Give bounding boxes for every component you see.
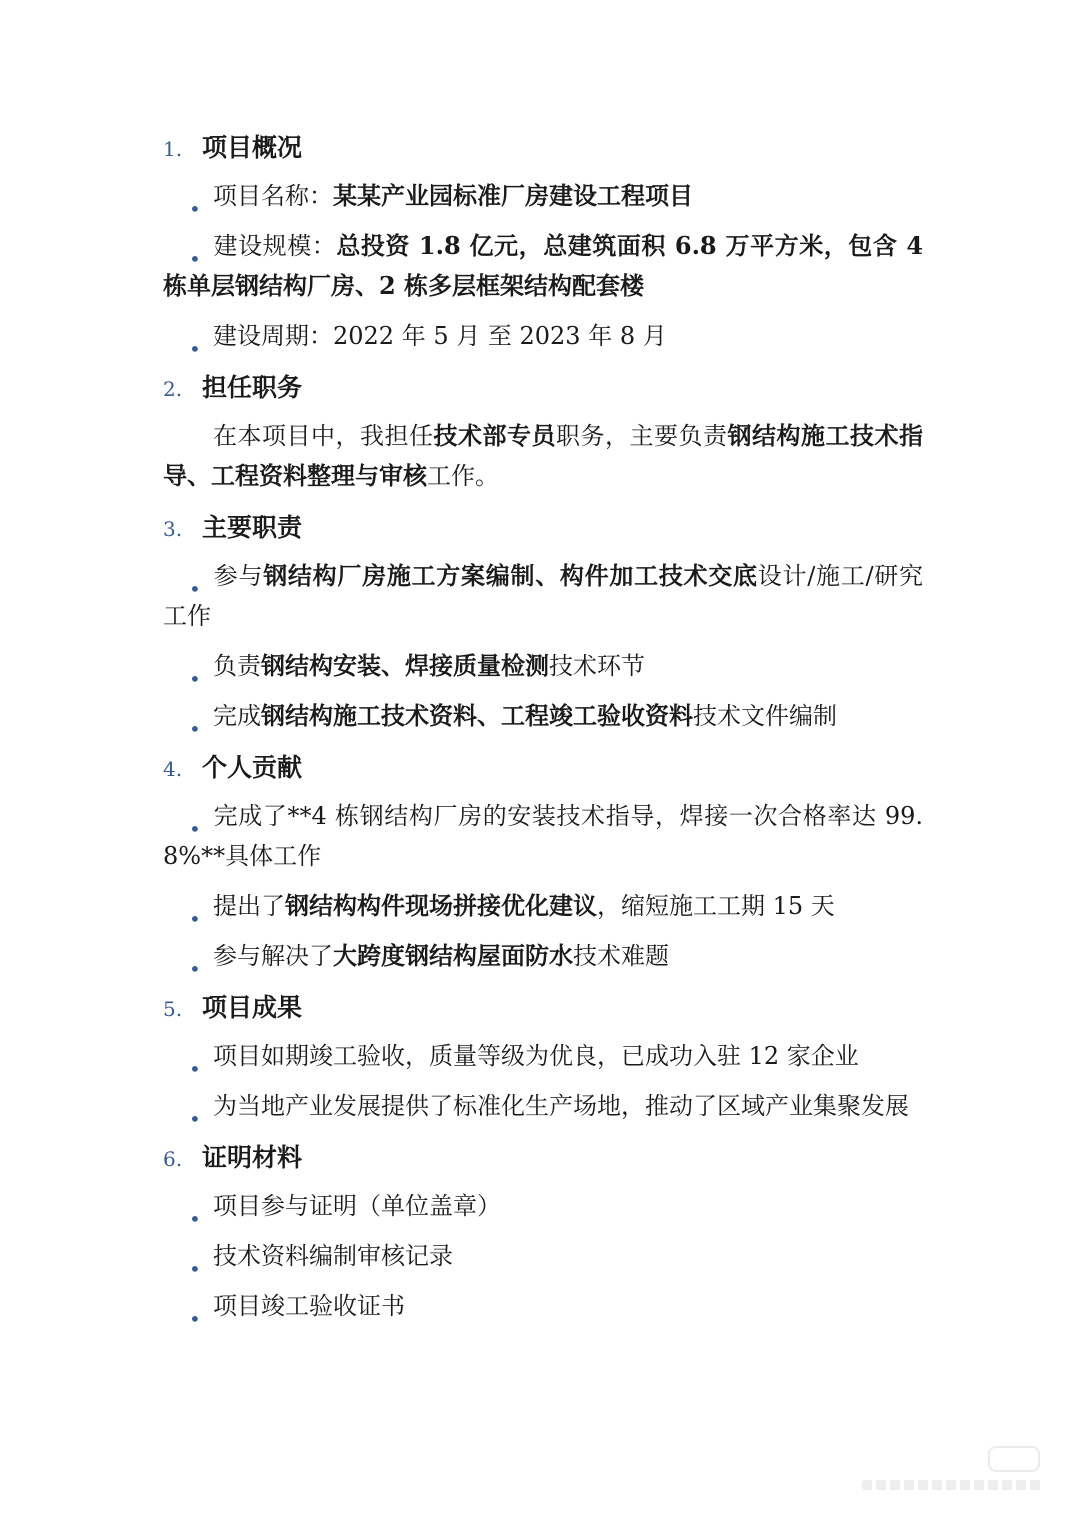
bullet-item xyxy=(163,1236,923,1281)
body-text: 项目如期竣工验收，质量等级为优良，已成功入驻 12 家企业 xyxy=(213,1042,859,1070)
body-text: 技术文件编制 xyxy=(693,702,837,730)
section-heading xyxy=(163,1136,923,1180)
section-title: 项目概况 xyxy=(202,133,303,162)
body-text: 项目竣工验收证书 xyxy=(213,1292,405,1320)
bullet-item xyxy=(163,796,923,876)
bullet-dot: • xyxy=(189,1207,201,1231)
bullet-item xyxy=(163,1086,923,1131)
bullet-dot: • xyxy=(189,817,201,841)
section-2 xyxy=(163,366,923,496)
emphasis-text: 技术部专员 xyxy=(433,421,556,450)
emphasis-text: 钢结构安装、焊接质量检测 xyxy=(261,651,549,680)
emphasis-text: 钢结构厂房施工方案编制、构件加工技术交底 xyxy=(263,561,758,590)
body-text: 技术环节 xyxy=(549,652,645,680)
bullet-dot: • xyxy=(189,957,201,981)
section-1 xyxy=(163,126,924,361)
bullet-item xyxy=(163,316,923,361)
section-number: 4. xyxy=(163,757,183,781)
section-title: 担任职务 xyxy=(202,373,303,402)
bullet-dot: • xyxy=(189,1257,201,1281)
platform-watermark xyxy=(862,1446,1062,1506)
emphasis-text: 钢结构施工技术资料、工程竣工验收资料 xyxy=(261,701,693,730)
section-heading xyxy=(163,986,923,1030)
bullet-dot: • xyxy=(189,247,201,271)
bullet-dot: • xyxy=(189,337,201,361)
body-text: 建设规模： xyxy=(213,232,337,260)
section-title: 证明材料 xyxy=(202,1143,303,1172)
bullet-item xyxy=(163,886,923,931)
section-title: 项目成果 xyxy=(202,993,303,1022)
emphasis-text: 钢结构构件现场拼接优化建议 xyxy=(285,891,597,920)
bullet-item xyxy=(163,226,923,306)
section-number: 6. xyxy=(163,1147,183,1171)
bullet-item xyxy=(163,1286,923,1331)
bullet-dot: • xyxy=(189,1107,201,1131)
section-number: 1. xyxy=(163,137,183,161)
body-text: 完成了**4 栋钢结构厂房的安装技术指导，焊接一次合格率达 99.8%**具体工作 xyxy=(163,802,923,870)
bullet-dot: • xyxy=(189,1057,201,1081)
bullet-dot: • xyxy=(189,667,201,691)
section-number: 3. xyxy=(163,517,183,541)
emphasis-text: 总投资 1.8 亿元，总建筑面积 6.8 万平方米，包含 4 栋单层钢结构厂房、2 栋多层框架结构配套楼 xyxy=(163,231,924,300)
body-text: 工作。 xyxy=(427,462,499,490)
document-body xyxy=(163,126,923,1336)
body-text: 完成 xyxy=(213,702,261,730)
section-5 xyxy=(163,986,923,1131)
body-text: 项目参与证明（单位盖章） xyxy=(213,1192,501,1220)
body-text: 为当地产业发展提供了标准化生产场地，推动了区域产业集聚发展 xyxy=(213,1092,909,1120)
body-text: 技术资料编制审核记录 xyxy=(213,1242,453,1270)
body-text: 技术难题 xyxy=(573,942,669,970)
bullet-dot: • xyxy=(189,907,201,931)
body-text: 项目名称： xyxy=(213,182,333,210)
watermark-id-text xyxy=(862,1480,1042,1490)
bullet-item xyxy=(163,176,923,221)
body-text: 设计/施工/研究工作 xyxy=(163,562,924,630)
section-heading xyxy=(163,746,923,790)
emphasis-text: 大跨度钢结构屋面防水 xyxy=(333,941,573,970)
bullet-item xyxy=(163,936,923,981)
body-text: 参与 xyxy=(213,562,264,590)
bullet-item xyxy=(163,1036,923,1081)
body-text: 参与解决了 xyxy=(213,942,333,970)
body-text: 负责 xyxy=(213,652,261,680)
section-number: 5. xyxy=(163,997,183,1021)
body-text: 职务，主要负责 xyxy=(556,422,728,450)
section-number: 2. xyxy=(163,377,183,401)
section-heading xyxy=(163,506,923,550)
emphasis-text: 钢结构施工技术指导、工程资料整理与审核 xyxy=(163,421,923,490)
section-heading xyxy=(163,366,923,410)
bullet-item xyxy=(163,556,923,636)
section-4 xyxy=(163,746,923,981)
body-text: 在本项目中，我担任 xyxy=(213,422,434,450)
section-3 xyxy=(163,506,924,741)
bullet-dot: • xyxy=(189,1307,201,1331)
emphasis-text: 某某产业园标准厂房建设工程项目 xyxy=(333,181,693,210)
watermark-logo xyxy=(988,1446,1040,1472)
bullet-item xyxy=(163,1186,923,1231)
section-heading xyxy=(163,126,923,170)
bullet-dot: • xyxy=(189,577,201,601)
section-6 xyxy=(163,1136,923,1331)
bullet-dot: • xyxy=(189,197,201,221)
bullet-item xyxy=(163,696,923,741)
paragraph xyxy=(163,416,923,496)
bullet-item xyxy=(163,646,923,691)
body-text: ，缩短施工工期 15 天 xyxy=(597,892,835,920)
section-title: 主要职责 xyxy=(202,513,303,542)
body-text: 提出了 xyxy=(213,892,285,920)
section-title: 个人贡献 xyxy=(202,753,303,782)
body-text: 建设周期：2022 年 5 月 至 2023 年 8 月 xyxy=(213,322,667,350)
bullet-dot: • xyxy=(189,717,201,741)
